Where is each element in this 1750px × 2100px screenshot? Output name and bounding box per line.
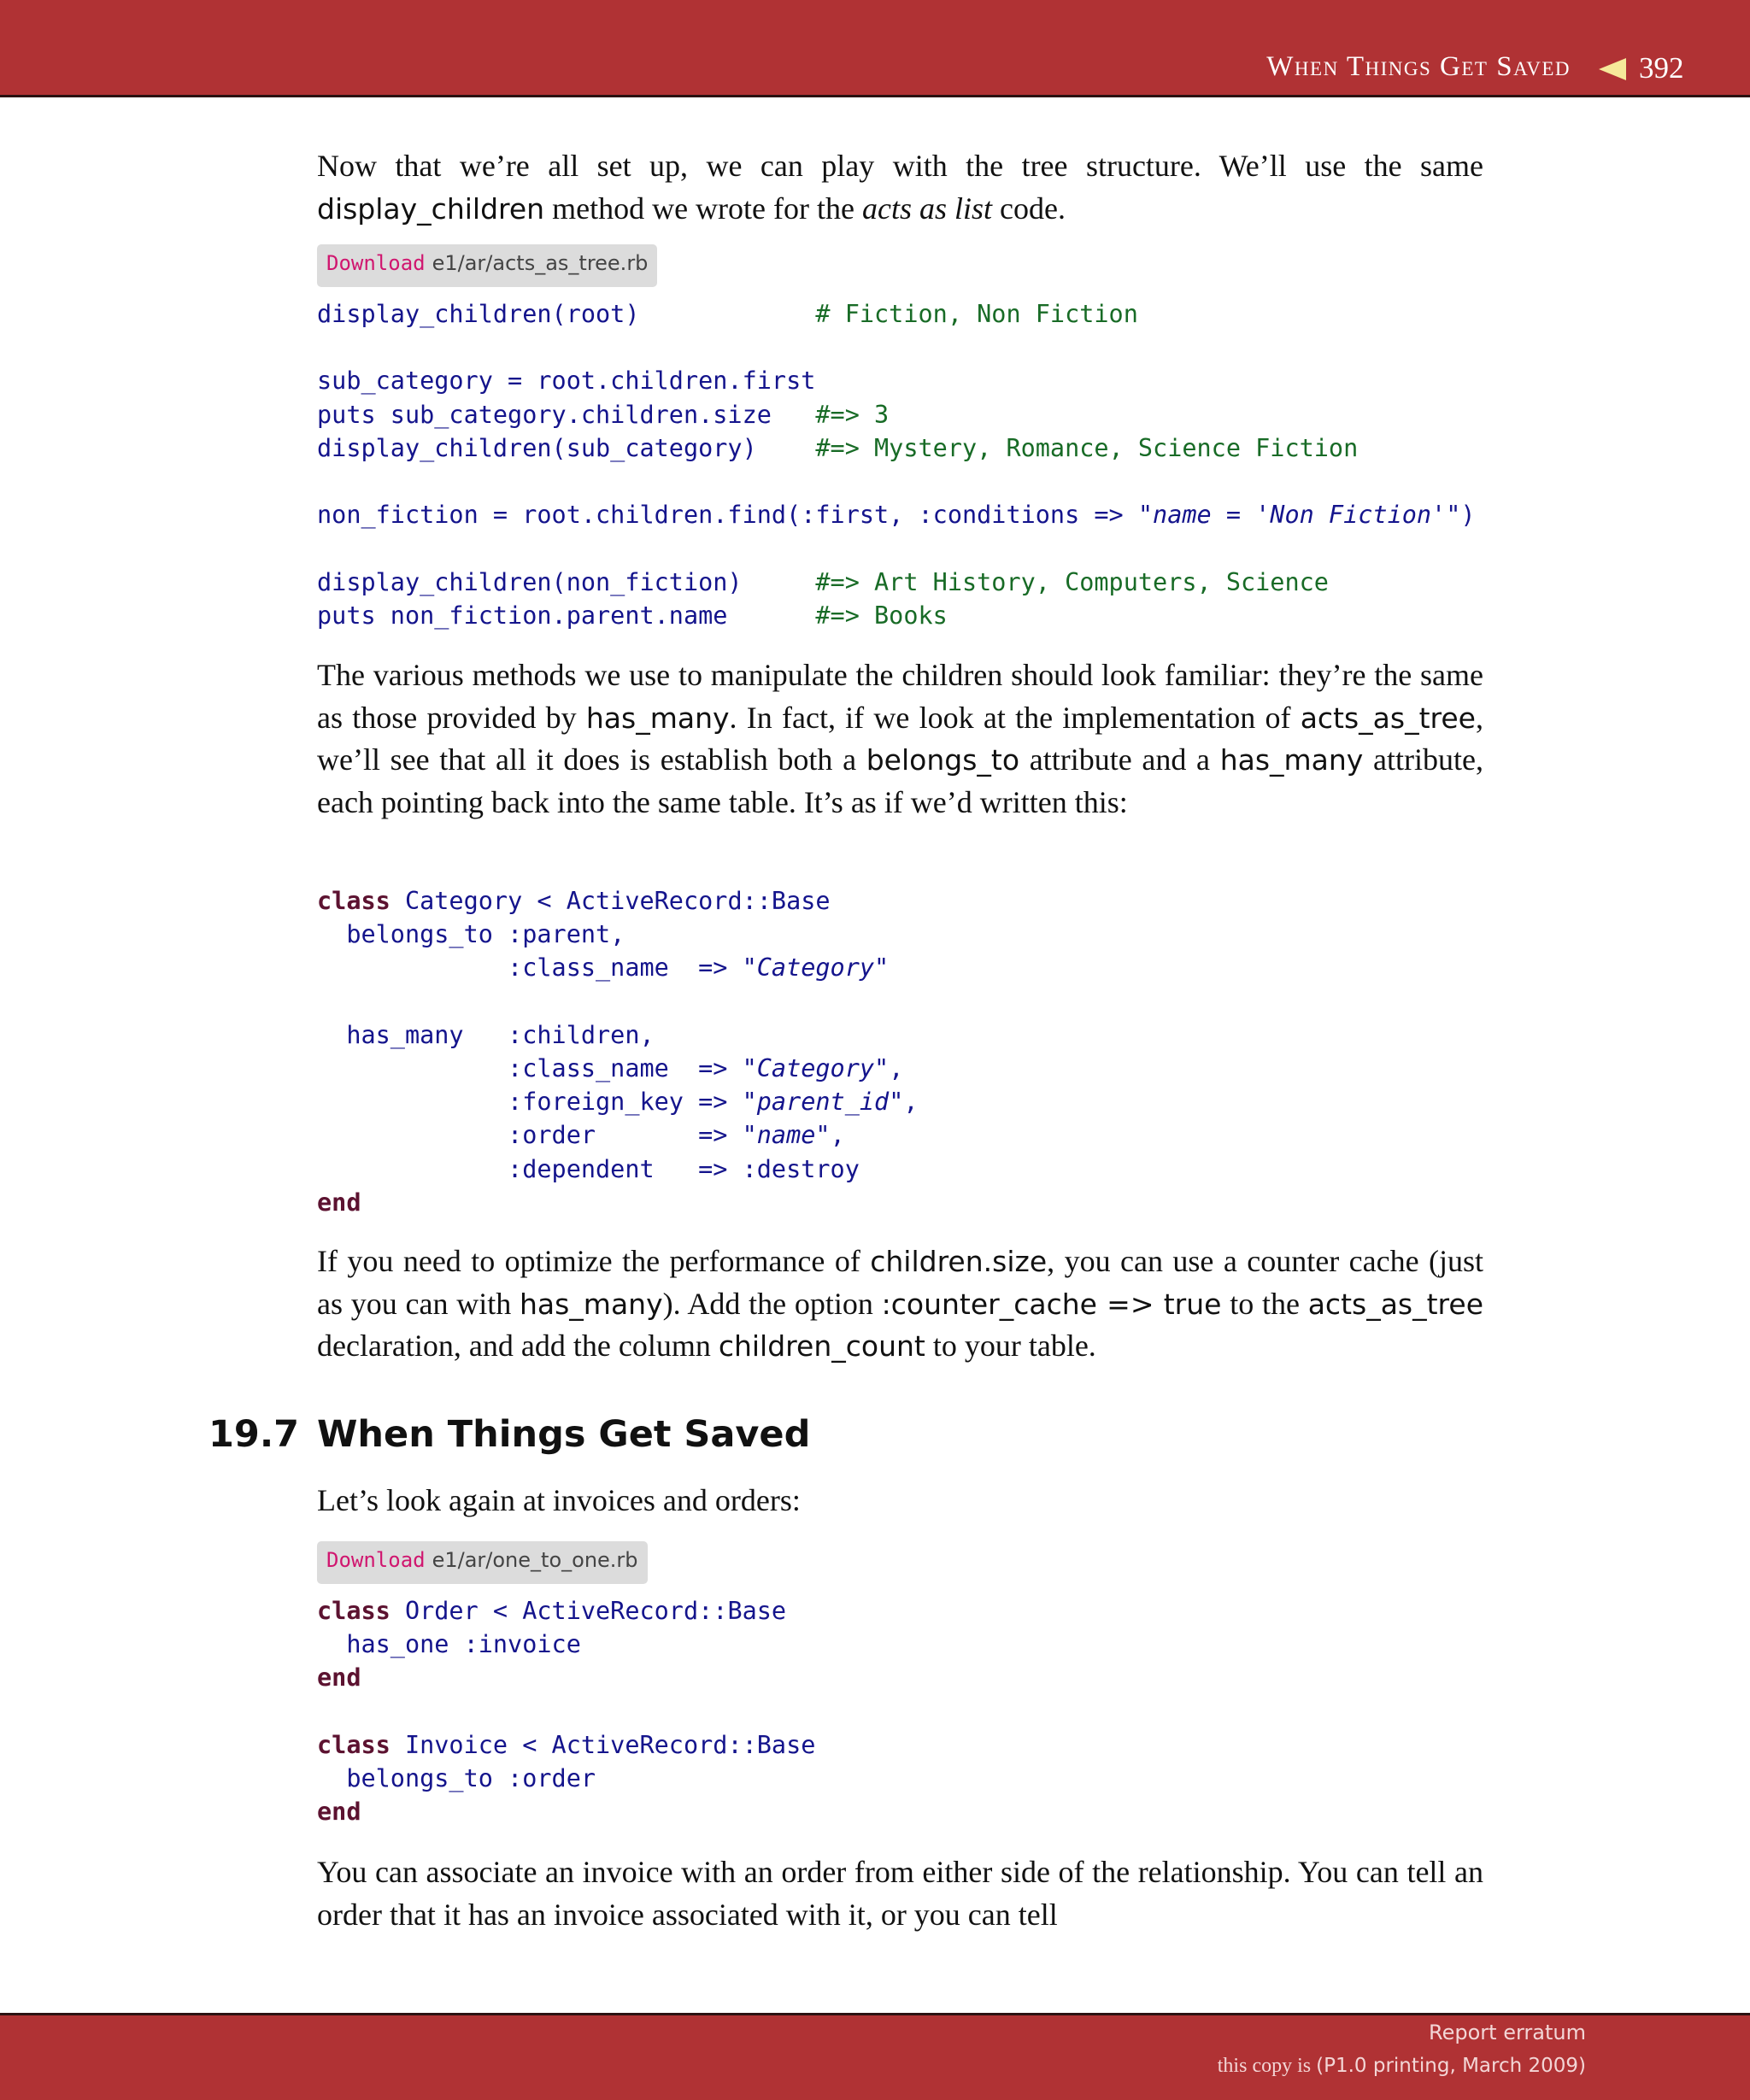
paragraph-intro: Now that we’re all set up, we can play with the tree structure. We’ll use the same display_children method we wrote for the acts as list code. bbox=[317, 149, 1483, 226]
inline-code: display_children bbox=[317, 191, 545, 226]
paragraph-counter-cache: If you need to optimize the performance of children.size, you can use a counter cache (just as you can with has_many). Add the option :counter_cache => true to the acts_as_tree declaration, and add the column children_count to your table. bbox=[317, 1244, 1484, 1364]
download-link-one-to-one[interactable]: Download e1/ar/one_to_one.rb bbox=[317, 1541, 648, 1584]
download-link-acts-as-tree[interactable]: Download e1/ar/acts_as_tree.rb bbox=[317, 244, 657, 287]
running-header-title: When Things Get Saved bbox=[1266, 51, 1571, 82]
report-erratum-link[interactable]: Report erratum bbox=[1429, 2021, 1586, 2044]
emphasis: acts as list bbox=[861, 191, 992, 226]
paragraph-invoices-intro: Let’s look again at invoices and orders: bbox=[317, 1483, 801, 1517]
previous-page-arrow-icon[interactable] bbox=[1599, 58, 1626, 80]
section-number: 19.7 bbox=[208, 1413, 300, 1456]
copy-info: this copy is (P1.0 printing, March 2009) bbox=[1217, 2055, 1586, 2077]
code-block-order-invoice: class Order < ActiveRecord::Base has_one :invoice end class Invoice < ActiveRecord::Base belongs_to :order end bbox=[317, 1597, 816, 1827]
code-block-acts-as-tree: display_children(root) # Fiction, Non Fiction sub_category = root.children.first puts sub_category.children.size #=> 3 display_children(sub_category) #=> Mystery, Romance, Science Fiction non_fiction = root.children.find(:first, :conditions => "name = 'Non Fiction'") display_children(non_fiction) #=> Art History, Computers, Science puts non_fiction.parent.name #=> Books bbox=[317, 300, 1476, 630]
paragraph-methods: The various methods we use to manipulate the children should look familiar: they’re the same as those provided by has_many. In fact, if we look at the implementation of acts_as_tree, we’ll see that all it does is establish both a belongs_to attribute and a has_many attribute, each pointing back into the same table. It’s as if we’d written this: bbox=[317, 658, 1483, 819]
page-number: 392 bbox=[1639, 51, 1684, 85]
paragraph-associate: You can associate an invoice with an order from either side of the relationship. You can tell an order that it has an invoice associated with it, or you can tell bbox=[317, 1855, 1483, 1932]
section-title: When Things Get Saved bbox=[317, 1413, 811, 1456]
code-block-category-class: class Category < ActiveRecord::Base belongs_to :parent, :class_name => "Category" has_many :children, :class_name => "Category", :foreign_key => "parent_id", :order => "name", :dependent => :destroy end bbox=[317, 887, 919, 1217]
